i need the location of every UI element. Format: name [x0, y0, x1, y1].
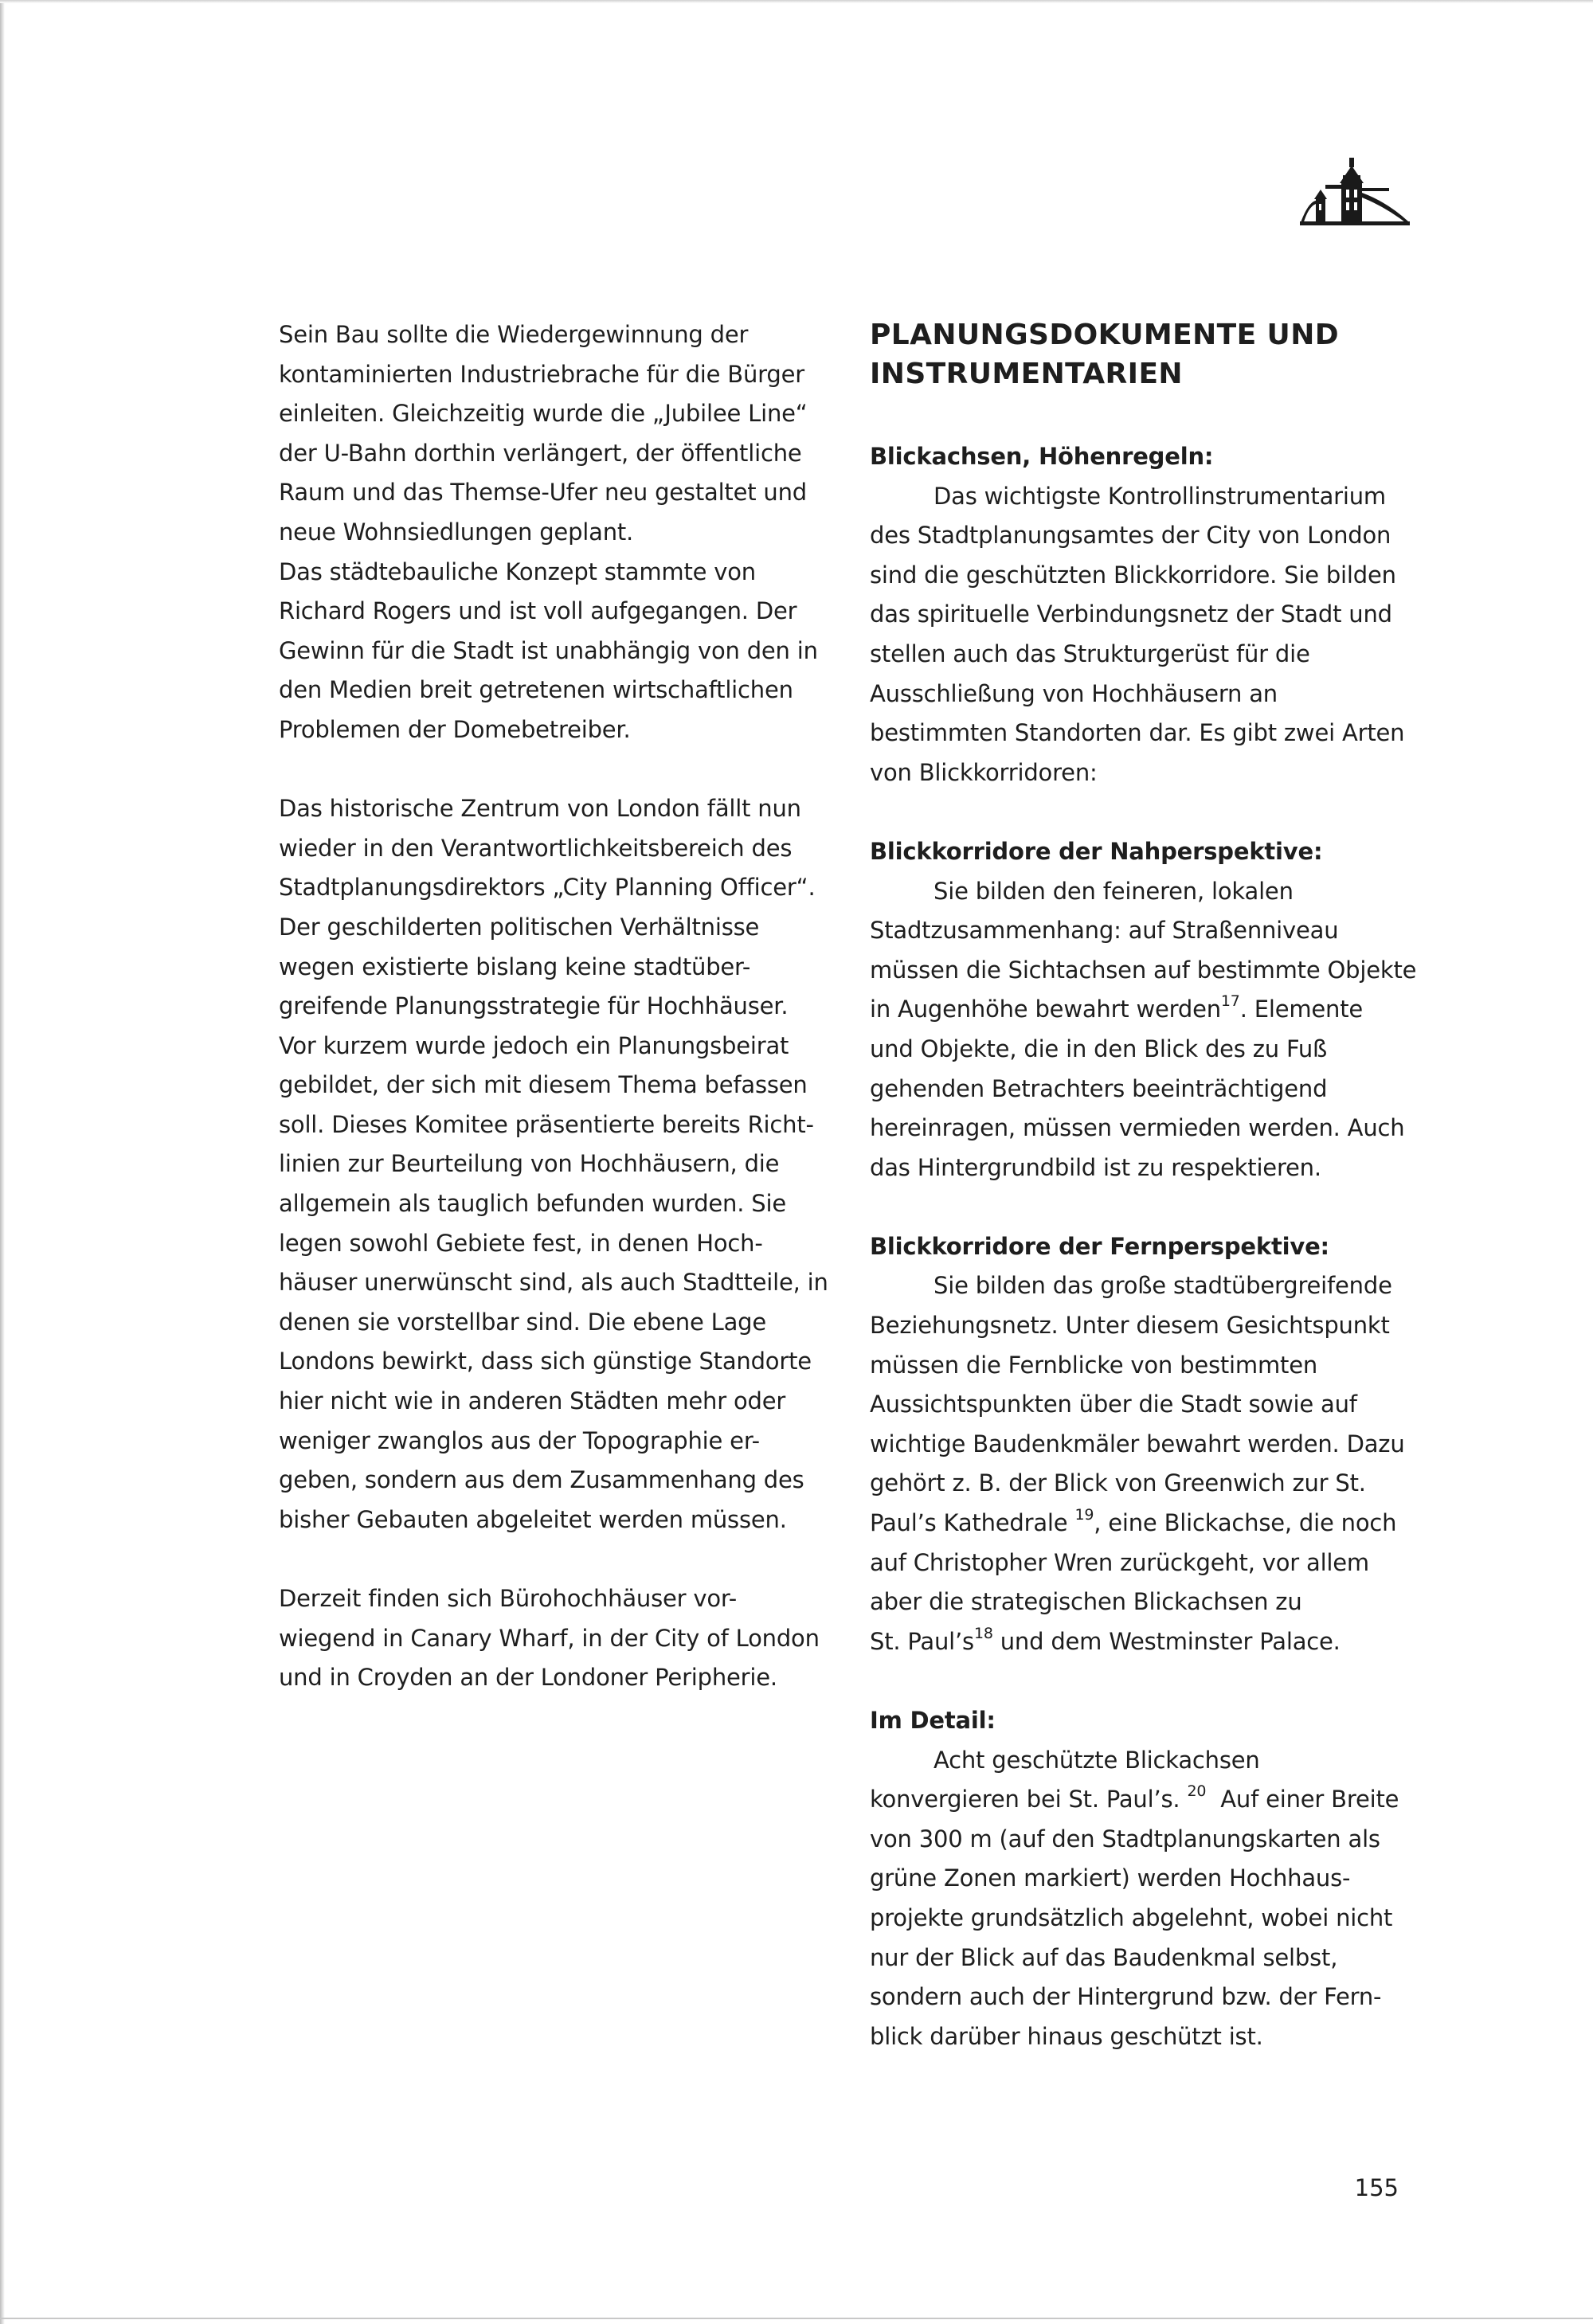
section-nahperspektive [870, 832, 1427, 1187]
paragraph-gap [870, 393, 1427, 437]
text-line: Stadtzusammenhang: auf Straßenniveau [870, 917, 1339, 945]
text-line: Beziehungsnetz. Unter diesem Gesichtspunkt [870, 1312, 1390, 1340]
text-line: Vor kurzem wurde jedoch ein Planungsbeirat [279, 1031, 789, 1059]
text-line: der U-Bahn dorthin verlängert, der öffentliche [279, 439, 802, 467]
text-segment: Paul’s Kathedrale [870, 1509, 1075, 1537]
footnote-ref: 18 [973, 1624, 993, 1642]
paragraph-gap [870, 1661, 1427, 1701]
text-segment: konvergieren bei St. Paul’s. [870, 1786, 1188, 1813]
text-line: müssen die Fernblicke von bestimmten [870, 1351, 1318, 1379]
text-line: gebildet, der sich mit diesem Thema befassen [279, 1071, 808, 1099]
text-line: den Medien breit getretenen wirtschaftlichen [279, 676, 793, 704]
text-line: linien zur Beurteilung von Hochhäusern, die [279, 1150, 780, 1178]
text-line [870, 1504, 1427, 1543]
text-line: Derzeit finden sich Bürohochhäuser vor- [279, 1585, 738, 1612]
subheading: Im Detail: [870, 1707, 996, 1734]
text-line: grüne Zonen markiert) werden Hochhaus- [870, 1864, 1351, 1892]
text-line: Sie bilden den feineren, lokalen [933, 877, 1294, 905]
text-line: geben, sondern aus dem Zusammenhang des [279, 1466, 804, 1494]
text-line: gehört z. B. der Blick von Greenwich zur St. [870, 1469, 1366, 1497]
subheading: Blickkorridore der Fernperspektive: [870, 1232, 1329, 1260]
text-line: soll. Dieses Komitee präsentierte bereits Richt- [279, 1110, 814, 1138]
paragraph-gap [870, 1187, 1427, 1227]
text-line: Sie bilden das große stadtübergreifende [933, 1272, 1392, 1300]
text-line: müssen die Sichtachsen auf bestimmte Objekte [870, 956, 1417, 984]
text-line: denen sie vorstellbar sind. Die ebene Lage [279, 1308, 767, 1336]
section-heading: INSTRUMENTARIEN [870, 358, 1183, 390]
paragraph-2 [279, 789, 852, 1540]
text-line: bisher Gebauten abgeleitet werden müssen. [279, 1505, 787, 1533]
text-line: bestimmten Standorten dar. Es gibt zwei Arten [870, 719, 1405, 747]
text-line: Gewinn für die Stadt ist unabhängig von den in [279, 636, 818, 664]
text-line: wieder in den Verantwortlichkeitsbereich des [279, 834, 793, 862]
left-column [279, 315, 852, 1698]
section-fernperspektive [870, 1227, 1427, 1662]
text-line: gehenden Betrachters beeinträchtigend [870, 1074, 1328, 1102]
text-line: sondern auch der Hintergrund bzw. der Fern- [870, 1983, 1382, 2011]
text-line: greifende Planungsstrategie für Hochhäuser. [279, 992, 789, 1020]
paragraph-gap [279, 1540, 852, 1579]
text-line: Das städtebauliche Konzept stammte von [279, 558, 756, 585]
text-line: Londons bewirkt, dass sich günstige Standorte [279, 1348, 812, 1375]
text-segment: . Elemente [1239, 996, 1364, 1023]
text-line: Richard Rogers und ist voll aufgegangen. Der [279, 597, 797, 625]
paragraph-1 [279, 315, 852, 750]
section-heading: PLANUNGSDOKUMENTE UND [870, 319, 1340, 351]
text-line: projekte grundsätzlich abgelehnt, wobei nicht [870, 1903, 1393, 1931]
scan-edge-bottom [0, 2318, 1593, 2319]
text-line: Aussichtspunkten über die Stadt sowie auf [870, 1391, 1357, 1418]
text-line [870, 1622, 1427, 1662]
text-line: wegen existierte bislang keine stadtüber- [279, 953, 751, 980]
text-line: Das historische Zentrum von London fällt nun [279, 795, 801, 823]
text-line: aber die strategischen Blickachsen zu [870, 1588, 1302, 1616]
paragraph-3 [279, 1579, 852, 1698]
right-column [870, 315, 1427, 2056]
text-line: Stadtplanungsdirektors „City Planning Officer“. [279, 874, 816, 902]
scan-edge-top [0, 0, 1593, 3]
page-number: 155 [1354, 2174, 1399, 2201]
text-line: allgemein als tauglich befunden wurden. Sie [279, 1190, 786, 1218]
text-line: Ausschließung von Hochhäusern an [870, 679, 1278, 707]
subheading: Blickkorridore der Nahperspektive: [870, 837, 1323, 865]
text-line: von Blickkorridoren: [870, 758, 1098, 786]
text-line: Raum und das Themse-Ufer neu gestaltet und [279, 479, 807, 507]
scan-edge [0, 0, 5, 2324]
text-line: wichtige Baudenkmäler bewahrt werden. Dazu [870, 1430, 1405, 1457]
text-line: sind die geschützten Blickkorridore. Sie bilden [870, 561, 1396, 589]
text-line: das spirituelle Verbindungsnetz der Stadt und [870, 601, 1392, 628]
footnote-ref: 17 [1220, 992, 1240, 1011]
text-line: Sein Bau sollte die Wiedergewinnung der [279, 321, 749, 348]
text-line: neue Wohnsiedlungen geplant. [279, 518, 634, 546]
subheading: Blickachsen, Höhenregeln: [870, 443, 1214, 470]
text-line: des Stadtplanungsamtes der City von London [870, 522, 1391, 550]
text-line: und in Croyden an der Londoner Peripherie. [279, 1664, 777, 1692]
paragraph-gap [870, 792, 1427, 832]
text-segment: St. Paul’s [870, 1627, 974, 1655]
text-line: legen sowohl Gebiete fest, in denen Hoch- [279, 1229, 763, 1257]
text-line: Problemen der Domebetreiber. [279, 715, 631, 743]
text-line: nur der Blick auf das Baudenkmal selbst, [870, 1943, 1338, 1971]
text-line: weniger zwanglos aus der Topographie er- [279, 1426, 760, 1454]
text-line: Das wichtigste Kontrollinstrumentarium [933, 482, 1386, 510]
footnote-ref: 20 [1187, 1782, 1207, 1801]
text-line: stellen auch das Strukturgerüst für die [870, 640, 1310, 667]
text-line: einleiten. Gleichzeitig wurde die „Jubilee Line“ [279, 400, 808, 428]
text-line: von 300 m (auf den Stadtplanungskarten als [870, 1825, 1380, 1853]
text-line [870, 1780, 1427, 1820]
section-im-detail [870, 1701, 1427, 2056]
text-line: blick darüber hinaus geschützt ist. [870, 2022, 1263, 2050]
text-line: Acht geschützte Blickachsen [933, 1746, 1260, 1774]
tower-bridge-logo-icon [1300, 155, 1410, 228]
text-line: hereinragen, müssen vermieden werden. Auch [870, 1114, 1405, 1142]
text-segment: Auf einer Breite [1206, 1786, 1399, 1813]
text-segment: , eine Blickachse, die noch [1094, 1509, 1397, 1537]
text-line: und Objekte, die in den Blick des zu Fuß [870, 1035, 1328, 1062]
text-line: auf Christopher Wren zurückgeht, vor allem [870, 1548, 1369, 1576]
text-line: hier nicht wie in anderen Städten mehr oder [279, 1387, 786, 1415]
text-segment: in Augenhöhe bewahrt werden [870, 996, 1221, 1023]
text-line: wiegend in Canary Wharf, in der City of London [279, 1624, 820, 1652]
text-line: Der geschilderten politischen Verhältnisse [279, 913, 760, 941]
text-line: das Hintergrundbild ist zu respektieren. [870, 1153, 1321, 1181]
text-segment: und dem Westminster Palace. [992, 1627, 1341, 1655]
paragraph-gap [279, 750, 852, 790]
text-line [870, 990, 1427, 1030]
section-blickachsen [870, 437, 1427, 792]
text-line: häuser unerwünscht sind, als auch Stadtteile, in [279, 1269, 828, 1297]
text-line: kontaminierten Industriebrache für die Bürger [279, 360, 804, 388]
footnote-ref: 19 [1074, 1506, 1094, 1524]
